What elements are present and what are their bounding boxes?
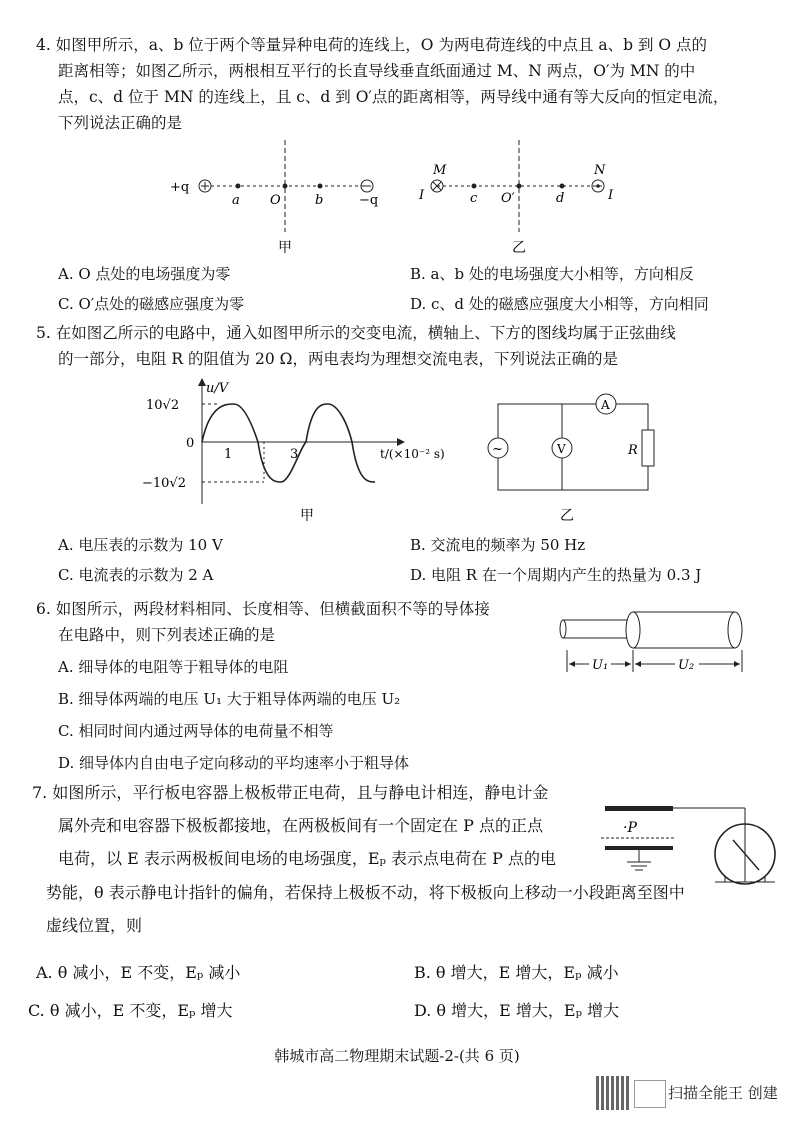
q6-conductor-figure [555,610,755,690]
q4-figure-yi [415,140,635,260]
q4-label-b: b [315,193,324,208]
q4-line-2: 距离相等；如图乙所示，两根相互平行的长直导线垂直纸面通过 M、N 两点，O′为 MN 的中 [58,62,696,80]
q4-label-M: M [433,163,447,178]
q5-graph-jia [140,378,470,528]
q4-option-c: C. O′点处的磁感应强度为零 [58,295,245,313]
q6-option-b: B. 细导体两端的电压 U₁ 大于粗导体两端的电压 U₂ [58,690,401,708]
q7-line-5: 虚线位置，则 [46,916,143,935]
q6-line-2: 在电路中，则下列表述正确的是 [58,626,276,644]
q4-label-minus-q: −q [359,193,379,208]
q5-option-a: A. 电压表的示数为 10 V [58,536,223,554]
q5-resistor-label: R [628,443,638,458]
q4-option-d: D. c、d 处的磁感应强度大小相等，方向相同 [410,295,709,313]
q7-option-a: A. θ 减小，E 不变，Eₚ 减小 [36,963,241,982]
q5-xaxis-label: t/(×10⁻² s) [380,447,445,461]
q6-option-c: C. 相同时间内通过两导体的电荷量不相等 [58,722,334,740]
q5-caption-jia: 甲 [300,508,314,524]
q5-source-label: ~ [492,442,503,457]
q5-option-d: D. 电阻 R 在一个周期内产生的热量为 0.3 J [410,566,702,584]
q4-line-4: 下列说法正确的是 [58,114,183,132]
q4-label-a: a [232,193,240,208]
q6-line-1: 6. 如图所示，两段材料相同、长度相等、但横截面积不等的导体接 [36,600,490,618]
q7-label-p: ·P [623,820,637,836]
q5-origin: 0 [186,436,195,451]
q5-voltmeter-label: V [557,442,566,456]
q7-line-2: 属外壳和电容器下极板都接地，在两极板间有一个固定在 P 点的正点 [58,816,543,835]
q4-label-O: O [270,193,281,208]
q7-capacitor-figure [595,782,790,882]
q4-label-O-prime: O′ [501,191,515,206]
qr-code-icon [596,1076,630,1110]
q5-ytick-top: 10√2 [146,398,180,413]
q5-circuit-yi [480,390,680,530]
q4-label-I-left: I [419,188,425,203]
q4-label-I-right: I [608,188,614,203]
q4-line-3: 点，c、d 位于 MN 的连线上，且 c、d 到 O′点的距离相等，两导线中通有等大反向的恒定电流， [58,88,729,106]
q7-option-b: B. θ 增大，E 增大，Eₚ 减小 [414,963,619,982]
q5-caption-yi: 乙 [560,508,574,524]
q7-line-4: 势能，θ 表示静电计指针的偏角，若保持上极板不动，将下极板向上移动一小段距离至图中 [46,883,685,902]
q5-yaxis-label: u/V [206,381,229,396]
q7-line-1: 7. 如图所示，平行板电容器上极板带正电荷，且与静电计相连，静电计金 [32,783,549,802]
q4-label-c: c [470,191,478,206]
scanner-watermark [596,1076,786,1110]
q6-label-u2: U₂ [678,658,695,673]
q6-label-u1: U₁ [592,658,609,673]
page-footer: 韩城市高二物理期末试题-2-(共 6 页) [274,1047,520,1065]
q4-line-1: 4. 如图甲所示，a、b 位于两个等量异种电荷的连线上，O 为两电荷连线的中点且 a、b 到 O 点的 [36,36,708,54]
q5-option-b: B. 交流电的频率为 50 Hz [410,536,586,554]
q6-option-d: D. 细导体内自由电子定向移动的平均速率小于粗导体 [58,754,410,772]
q4-label-d: d [556,191,565,206]
q5-line-2: 的一部分，电阻 R 的阻值为 20 Ω，两电表均为理想交流电表，下列说法正确的是 [58,350,618,368]
q4-option-b: B. a、b 处的电场强度大小相等，方向相反 [410,265,694,283]
scanner-brand-text: 扫描全能王 创建 [668,1084,778,1102]
q5-line-1: 5. 在如图乙所示的电路中，通入如图甲所示的交变电流，横轴上、下方的图线均属于正弦曲线 [36,324,676,342]
q5-option-c: C. 电流表的示数为 2 A [58,566,214,584]
scanner-logo-icon [634,1080,666,1108]
q5-ammeter-label: A [601,398,610,412]
q7-line-3: 电荷，以 E 表示两极板间电场的电场强度，Eₚ 表示点电荷在 P 点的电 [58,849,556,868]
q5-xtick-1: 1 [224,447,233,462]
q4-label-N: N [594,163,606,178]
q5-xtick-3: 3 [290,447,299,462]
q4-figure-jia [160,140,390,260]
q4-label-plus-q: +q [170,180,190,195]
q7-option-d: D. θ 增大，E 增大，Eₚ 增大 [414,1001,620,1020]
q7-option-c: C. θ 减小，E 不变，Eₚ 增大 [28,1001,233,1020]
q5-ytick-bottom: −10√2 [142,476,186,491]
q4-option-a: A. O 点处的电场强度为零 [58,265,231,283]
q6-option-a: A. 细导体的电阻等于粗导体的电阻 [58,658,289,676]
q4-caption-yi: 乙 [512,240,526,256]
q4-caption-jia: 甲 [278,240,292,256]
